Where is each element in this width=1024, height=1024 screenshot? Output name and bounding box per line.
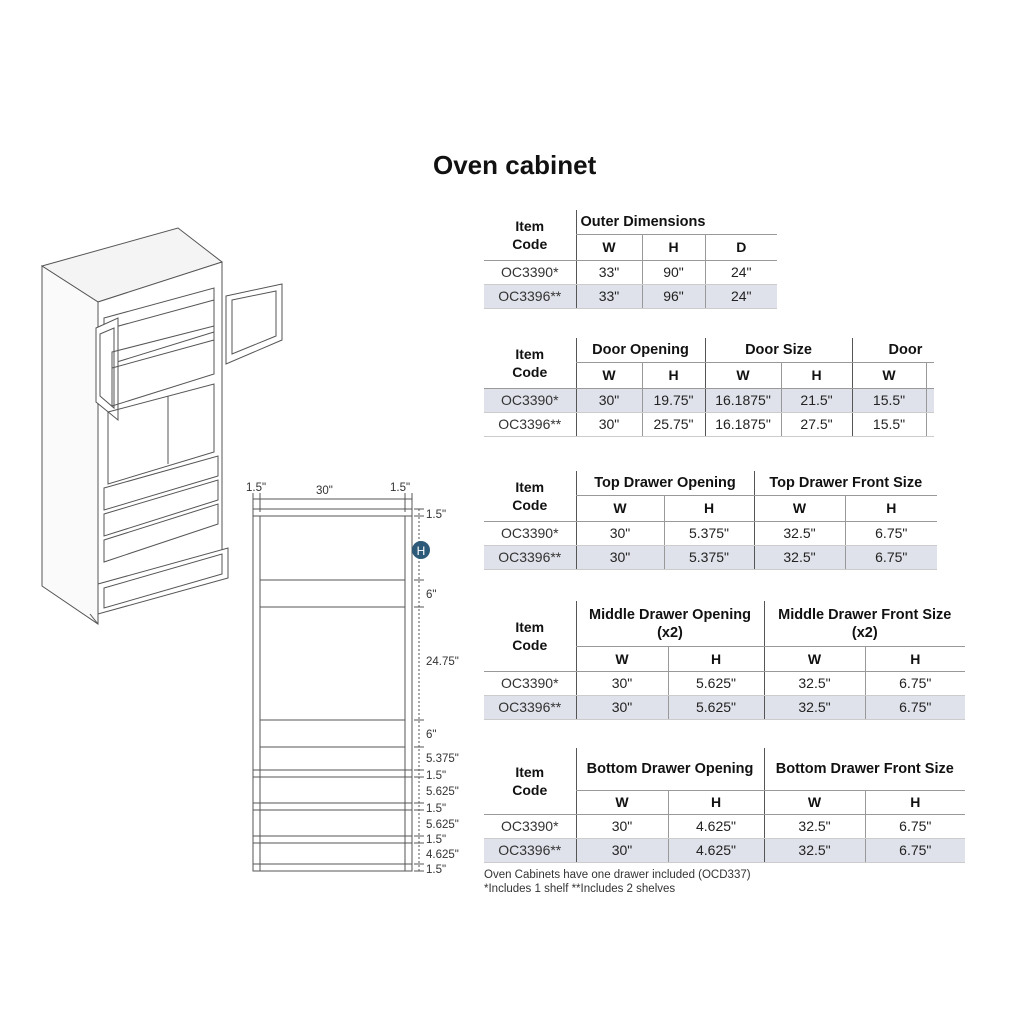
bottom-drawer-opening-header: Bottom Drawer Opening — [576, 748, 764, 791]
table-row — [484, 261, 777, 285]
table-cell: 15.5" — [852, 389, 926, 413]
table-row — [484, 522, 937, 546]
column-header: W — [576, 791, 668, 815]
column-header: W — [764, 791, 865, 815]
table-row — [484, 413, 934, 437]
table-cell: 15.5" — [852, 413, 926, 437]
height-label: 1.5" — [426, 864, 447, 876]
table-cell: 6.75" — [865, 815, 965, 839]
item-code-cell: OC3396** — [484, 696, 576, 720]
height-label: 5.375" — [426, 753, 459, 765]
outer-dimensions-table — [484, 210, 777, 309]
top-drawer-table — [484, 471, 937, 570]
table-row — [484, 389, 934, 413]
table-cell: 21.5" — [781, 389, 852, 413]
height-marker-label: H — [416, 544, 426, 558]
item-code-cell: OC3390* — [484, 522, 576, 546]
item-code-cell: OC3390* — [484, 672, 576, 696]
table-cell: 30" — [576, 389, 642, 413]
table-cell: 6.75" — [865, 696, 965, 720]
table-cell: 27.5" — [781, 413, 852, 437]
height-label: 5.625" — [426, 786, 459, 798]
column-header: W — [576, 235, 642, 261]
height-label: 24.75" — [426, 656, 459, 668]
table-cell: 32.5" — [764, 672, 865, 696]
column-header: H — [781, 363, 852, 389]
page-title: Oven cabinet — [433, 150, 597, 180]
middle-drawer-opening-header: Middle Drawer Opening (x2) — [576, 601, 764, 647]
table-cell: 30" — [576, 815, 668, 839]
bottom-drawer-front-size-header: Bottom Drawer Front Size — [764, 748, 965, 791]
table-cell: 5.375" — [664, 522, 754, 546]
table-row — [484, 839, 965, 863]
table-cell: 30" — [576, 546, 664, 570]
height-label: 1.5" — [426, 834, 447, 846]
footnote-shelves: *Includes 1 shelf **Includes 2 shelves — [484, 883, 676, 895]
width-label-right: 1.5" — [390, 482, 411, 494]
column-header: W — [576, 647, 668, 672]
table-cell: 6.75" — [845, 522, 937, 546]
item-code-cell: OC3390* — [484, 389, 576, 413]
column-header: W — [764, 647, 865, 672]
table-row — [484, 815, 965, 839]
height-label: 6" — [426, 729, 437, 741]
column-header: W — [705, 363, 781, 389]
item-code-cell: OC3396** — [484, 546, 576, 570]
table-cell: 30" — [576, 696, 668, 720]
table-cell: 30" — [576, 522, 664, 546]
table-cell: 33" — [576, 261, 642, 285]
door-table-clip — [484, 338, 934, 438]
table-cell: 6.75" — [865, 839, 965, 863]
item-code-cell: OC3396** — [484, 285, 576, 309]
table-cell: 6.75" — [865, 672, 965, 696]
item-code-header: Item Code — [484, 601, 576, 672]
table-cell: 30" — [576, 672, 668, 696]
item-code-cell: OC3390* — [484, 815, 576, 839]
height-label: 6" — [426, 589, 437, 601]
height-label: 1.5" — [426, 509, 447, 521]
table-cell: 5.625" — [668, 696, 764, 720]
table-cell: 25.75" — [642, 413, 705, 437]
door-size-header: Door Size — [705, 338, 852, 363]
table-cell: 19.75" — [642, 389, 705, 413]
item-code-header: Item Code — [484, 471, 576, 522]
table-cell: 32.5" — [764, 696, 865, 720]
width-label-left: 1.5" — [246, 482, 267, 494]
item-code-header: Item Code — [484, 210, 576, 261]
column-header: H — [668, 791, 764, 815]
table-cell: 6.75" — [845, 546, 937, 570]
column-header: H — [865, 791, 965, 815]
front-elevation-diagram — [240, 478, 472, 878]
top-drawer-front-size-header: Top Drawer Front Size — [754, 471, 937, 496]
column-header: H — [664, 496, 754, 522]
item-code-cell: OC3390* — [484, 261, 576, 285]
height-label: 1.5" — [426, 770, 447, 782]
middle-drawer-front-size-header: Middle Drawer Front Size (x2) — [764, 601, 965, 647]
column-header: H — [668, 647, 764, 672]
footnote-drawer: Oven Cabinets have one drawer included (OCD337) — [484, 869, 751, 881]
bottom-drawer-table — [484, 748, 965, 863]
height-label: 4.625" — [426, 849, 459, 861]
table-row — [484, 546, 937, 570]
table-cell: 5.625" — [668, 672, 764, 696]
column-header: H — [642, 363, 705, 389]
table-cell: 24" — [705, 285, 777, 309]
column-header: H — [642, 235, 705, 261]
table-row — [484, 696, 965, 720]
table-cell: 32.5" — [764, 839, 865, 863]
width-label-center: 30" — [316, 485, 333, 497]
column-header: W — [852, 363, 926, 389]
height-label: 5.625" — [426, 819, 459, 831]
item-code-header: Item Code — [484, 748, 576, 815]
table-row — [484, 285, 777, 309]
table-cell: 33" — [576, 285, 642, 309]
table-cell: 16.1875" — [705, 389, 781, 413]
column-header: D — [705, 235, 777, 261]
door-opening-header: Door Opening — [576, 338, 705, 363]
table-cell: 30" — [576, 839, 668, 863]
table-cell: 32.5" — [754, 522, 845, 546]
item-code-cell: OC3396** — [484, 839, 576, 863]
table-cell: 30" — [576, 413, 642, 437]
table-cell: 24" — [705, 261, 777, 285]
column-header: W — [576, 496, 664, 522]
table-cell: 4.625" — [668, 815, 764, 839]
table-cell: 96" — [642, 285, 705, 309]
outer-dimensions-header: Outer Dimensions — [576, 210, 777, 235]
column-header: H — [865, 647, 965, 672]
footnotes — [484, 868, 751, 896]
column-header: W — [576, 363, 642, 389]
door-dimensions-table — [484, 338, 934, 437]
height-label: 1.5" — [426, 803, 447, 815]
table-row — [484, 672, 965, 696]
column-header: W — [754, 496, 845, 522]
middle-drawer-table — [484, 601, 965, 720]
table-cell: 4.625" — [668, 839, 764, 863]
table-cell: 90" — [642, 261, 705, 285]
table-cell: 32.5" — [764, 815, 865, 839]
door-header: Door — [852, 338, 934, 363]
column-header: H — [845, 496, 937, 522]
table-cell: 32.5" — [754, 546, 845, 570]
table-cell: 16.1875" — [705, 413, 781, 437]
top-drawer-opening-header: Top Drawer Opening — [576, 471, 754, 496]
item-code-header: Item Code — [484, 338, 576, 389]
item-code-cell: OC3396** — [484, 413, 576, 437]
table-cell: 5.375" — [664, 546, 754, 570]
